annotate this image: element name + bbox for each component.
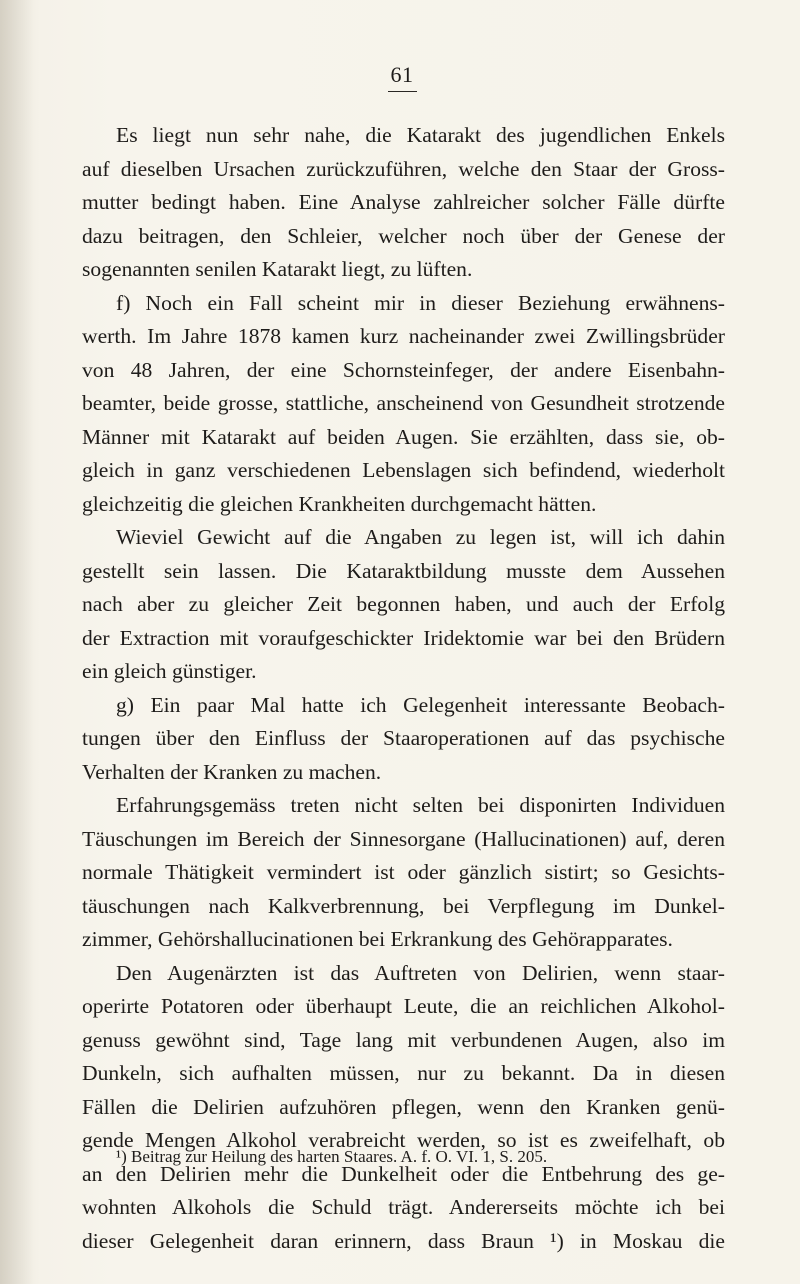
text-line: dazu beitragen, den Schleier, welcher noch über der Genese der <box>82 223 725 248</box>
text-line: auf dieselben Ursachen zurückzuführen, welche den Staar der Gross- <box>82 156 725 181</box>
text-line: täuschungen nach Kalkverbrennung, bei Verpflegung im Dunkel- <box>82 893 725 918</box>
text-line: tungen über den Einfluss der Staaroperationen auf das psychische <box>82 726 725 750</box>
text-line: nach aber zu gleicher Zeit begonnen haben, und auch der Erfolg <box>82 592 725 616</box>
binding-shadow <box>0 0 34 1284</box>
text-line: sogenannten senilen Katarakt liegt, zu lüften. <box>82 257 473 281</box>
text-line: dieser Gelegenheit daran erinnern, dass Braun ¹) in Moskau die <box>82 1228 725 1253</box>
text-line: normale Thätigkeit vermindert ist oder gänzlich sistirt; so Gesichts- <box>82 860 725 884</box>
text-line: Den Augenärzten ist das Auftreten von Delirien, wenn staar- <box>116 960 725 985</box>
text-line: an den Delirien mehr die Dunkelheit oder die Entbehrung des ge- <box>82 1161 725 1186</box>
text-line: f) Noch ein Fall scheint mir in dieser Beziehung erwähnens- <box>116 290 725 315</box>
text-line: Täuschungen im Bereich der Sinnesorgane (Hallucinationen) auf, deren <box>82 826 725 851</box>
text-line: wohnten Alkohols die Schuld trägt. Andererseits möchte ich bei <box>82 1195 725 1219</box>
text-line: Dunkeln, sich aufhalten müssen, nur zu bekannt. Da in diesen <box>82 1061 725 1085</box>
text-line: der Extraction mit voraufgeschickter Iridektomie war bei den Brüdern <box>82 625 725 650</box>
text-line: Verhalten der Kranken zu machen. <box>82 759 382 784</box>
text-line: werth. Im Jahre 1878 kamen kurz nacheinander zwei Zwillingsbrüder <box>82 324 725 348</box>
body-text <box>82 119 725 1258</box>
text-line: ein gleich günstiger. <box>82 659 257 683</box>
text-line: gende Mengen Alkohol verabreicht werden, so ist es zweifelhaft, ob <box>82 1128 725 1152</box>
text-line: gleich in ganz verschiedenen Lebenslagen sich befindend, wiederholt <box>82 458 725 482</box>
text-line: von 48 Jahren, der eine Schornsteinfeger, der andere Eisenbahn- <box>82 357 725 382</box>
text-line: gleichzeitig die gleichen Krankheiten durchgemacht hätten. <box>82 491 597 516</box>
text-line: mutter bedingt haben. Eine Analyse zahlreicher solcher Fälle dürfte <box>82 190 725 214</box>
text-line: beamter, beide grosse, stattliche, anscheinend von Gesundheit strotzende <box>82 391 725 415</box>
text-line: zimmer, Gehörshallucinationen bei Erkrankung des Gehörapparates. <box>82 927 673 951</box>
page-number: 61 <box>0 62 800 92</box>
text-line: Männer mit Katarakt auf beiden Augen. Sie erzählten, dass sie, ob- <box>82 424 725 449</box>
text-line: Es liegt nun sehr nahe, die Katarakt des jugendlichen Enkels <box>116 123 725 147</box>
text-line: Wieviel Gewicht auf die Angaben zu legen ist, will ich dahin <box>116 525 725 549</box>
text-line: operirte Potatoren oder überhaupt Leute, die an reichlichen Alkohol- <box>82 994 725 1018</box>
text-line: Erfahrungsgemäss treten nicht selten bei disponirten Individuen <box>116 793 725 817</box>
text-line: genuss gewöhnt sind, Tage lang mit verbundenen Augen, also im <box>82 1027 725 1052</box>
footnote: ¹) Beitrag zur Heilung des harten Staares. A. f. O. VI. 1, S. 205. <box>116 1147 548 1166</box>
text-line: Fällen die Delirien aufzuhören pflegen, wenn den Kranken genü- <box>82 1094 725 1119</box>
text-line: gestellt sein lassen. Die Kataraktbildung musste dem Aussehen <box>82 558 725 583</box>
text-line: g) Ein paar Mal hatte ich Gelegenheit interessante Beobach- <box>116 692 725 717</box>
